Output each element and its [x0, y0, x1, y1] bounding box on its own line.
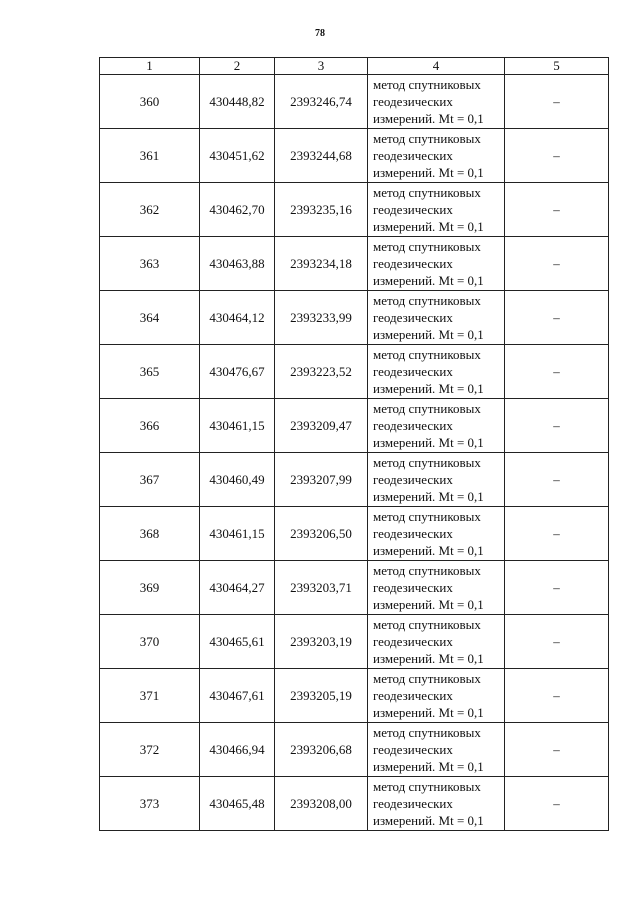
method-cell	[368, 75, 505, 129]
method-line-1: метод спутниковых	[373, 455, 481, 470]
method-line-3: измерений. Mt = 0,1	[373, 165, 484, 180]
point-number-cell: 368	[100, 507, 200, 561]
x-coordinate-cell: 430461,15	[200, 399, 275, 453]
y-coordinate-cell: 2393207,99	[275, 453, 368, 507]
note-cell: –	[505, 75, 609, 129]
header-col-5: 5	[505, 58, 609, 75]
point-number-cell: 361	[100, 129, 200, 183]
y-coordinate-cell: 2393203,71	[275, 561, 368, 615]
point-number-cell: 364	[100, 291, 200, 345]
method-line-1: метод спутниковых	[373, 77, 481, 92]
method-cell	[368, 129, 505, 183]
point-number-cell: 360	[100, 75, 200, 129]
x-coordinate-cell: 430461,15	[200, 507, 275, 561]
method-line-3: измерений. Mt = 0,1	[373, 759, 484, 774]
y-coordinate-cell: 2393244,68	[275, 129, 368, 183]
y-coordinate-cell: 2393203,19	[275, 615, 368, 669]
method-cell	[368, 507, 505, 561]
y-coordinate-cell: 2393208,00	[275, 777, 368, 831]
method-line-2: геодезических	[373, 472, 453, 487]
method-line-2: геодезических	[373, 580, 453, 595]
note-cell: –	[505, 561, 609, 615]
method-cell	[368, 399, 505, 453]
x-coordinate-cell: 430464,27	[200, 561, 275, 615]
point-number-cell: 365	[100, 345, 200, 399]
note-cell: –	[505, 183, 609, 237]
note-cell: –	[505, 291, 609, 345]
y-coordinate-cell: 2393223,52	[275, 345, 368, 399]
x-coordinate-cell: 430464,12	[200, 291, 275, 345]
point-number-cell: 372	[100, 723, 200, 777]
note-cell: –	[505, 237, 609, 291]
table-row	[100, 75, 609, 129]
page-number: 78	[315, 28, 325, 39]
method-line-1: метод спутниковых	[373, 185, 481, 200]
table-row	[100, 183, 609, 237]
x-coordinate-cell: 430467,61	[200, 669, 275, 723]
method-line-2: геодезических	[373, 94, 453, 109]
table-row	[100, 561, 609, 615]
y-coordinate-cell: 2393246,74	[275, 75, 368, 129]
method-cell	[368, 237, 505, 291]
method-line-3: измерений. Mt = 0,1	[373, 111, 484, 126]
note-cell: –	[505, 507, 609, 561]
point-number-cell: 373	[100, 777, 200, 831]
table-row	[100, 345, 609, 399]
point-number-cell: 363	[100, 237, 200, 291]
method-cell	[368, 453, 505, 507]
method-line-3: измерений. Mt = 0,1	[373, 489, 484, 504]
y-coordinate-cell: 2393206,50	[275, 507, 368, 561]
point-number-cell: 366	[100, 399, 200, 453]
method-line-3: измерений. Mt = 0,1	[373, 705, 484, 720]
note-cell: –	[505, 345, 609, 399]
method-line-1: метод спутниковых	[373, 725, 481, 740]
table-row	[100, 723, 609, 777]
x-coordinate-cell: 430463,88	[200, 237, 275, 291]
x-coordinate-cell: 430465,48	[200, 777, 275, 831]
method-cell	[368, 183, 505, 237]
method-line-2: геодезических	[373, 688, 453, 703]
x-coordinate-cell: 430476,67	[200, 345, 275, 399]
method-line-2: геодезических	[373, 148, 453, 163]
method-line-3: измерений. Mt = 0,1	[373, 597, 484, 612]
point-number-cell: 370	[100, 615, 200, 669]
method-line-3: измерений. Mt = 0,1	[373, 327, 484, 342]
method-cell	[368, 291, 505, 345]
method-line-3: измерений. Mt = 0,1	[373, 273, 484, 288]
point-number-cell: 362	[100, 183, 200, 237]
method-line-1: метод спутниковых	[373, 563, 481, 578]
x-coordinate-cell: 430451,62	[200, 129, 275, 183]
header-col-1: 1	[100, 58, 200, 75]
method-line-1: метод спутниковых	[373, 617, 481, 632]
x-coordinate-cell: 430460,49	[200, 453, 275, 507]
method-line-2: геодезических	[373, 364, 453, 379]
point-number-cell: 369	[100, 561, 200, 615]
method-cell	[368, 669, 505, 723]
table-row	[100, 669, 609, 723]
method-line-3: измерений. Mt = 0,1	[373, 651, 484, 666]
table-row	[100, 777, 609, 831]
table-row	[100, 399, 609, 453]
table-row	[100, 507, 609, 561]
note-cell: –	[505, 615, 609, 669]
method-line-1: метод спутниковых	[373, 131, 481, 146]
note-cell: –	[505, 399, 609, 453]
method-line-1: метод спутниковых	[373, 239, 481, 254]
method-line-2: геодезических	[373, 796, 453, 811]
y-coordinate-cell: 2393235,16	[275, 183, 368, 237]
method-line-2: геодезических	[373, 310, 453, 325]
method-line-1: метод спутниковых	[373, 671, 481, 686]
method-line-1: метод спутниковых	[373, 293, 481, 308]
method-line-2: геодезических	[373, 256, 453, 271]
header-col-3: 3	[275, 58, 368, 75]
method-line-2: геодезических	[373, 634, 453, 649]
note-cell: –	[505, 723, 609, 777]
note-cell: –	[505, 669, 609, 723]
header-col-2: 2	[200, 58, 275, 75]
y-coordinate-cell: 2393234,18	[275, 237, 368, 291]
method-line-2: геодезических	[373, 418, 453, 433]
y-coordinate-cell: 2393206,68	[275, 723, 368, 777]
table-row	[100, 615, 609, 669]
method-line-2: геодезических	[373, 742, 453, 757]
method-cell	[368, 561, 505, 615]
y-coordinate-cell: 2393209,47	[275, 399, 368, 453]
table-row	[100, 291, 609, 345]
x-coordinate-cell: 430448,82	[200, 75, 275, 129]
method-cell	[368, 615, 505, 669]
x-coordinate-cell: 430465,61	[200, 615, 275, 669]
method-line-3: измерений. Mt = 0,1	[373, 543, 484, 558]
method-cell	[368, 723, 505, 777]
method-line-2: геодезических	[373, 526, 453, 541]
table-row	[100, 129, 609, 183]
method-line-3: измерений. Mt = 0,1	[373, 813, 484, 828]
coordinates-table	[99, 57, 609, 831]
method-line-3: измерений. Mt = 0,1	[373, 381, 484, 396]
y-coordinate-cell: 2393233,99	[275, 291, 368, 345]
note-cell: –	[505, 129, 609, 183]
y-coordinate-cell: 2393205,19	[275, 669, 368, 723]
x-coordinate-cell: 430466,94	[200, 723, 275, 777]
method-line-1: метод спутниковых	[373, 779, 481, 794]
x-coordinate-cell: 430462,70	[200, 183, 275, 237]
method-line-1: метод спутниковых	[373, 509, 481, 524]
table-row	[100, 237, 609, 291]
table-header-row	[100, 58, 609, 75]
method-line-2: геодезических	[373, 202, 453, 217]
point-number-cell: 367	[100, 453, 200, 507]
method-line-3: измерений. Mt = 0,1	[373, 219, 484, 234]
method-line-3: измерений. Mt = 0,1	[373, 435, 484, 450]
method-line-1: метод спутниковых	[373, 401, 481, 416]
point-number-cell: 371	[100, 669, 200, 723]
header-col-4: 4	[368, 58, 505, 75]
method-cell	[368, 345, 505, 399]
method-cell	[368, 777, 505, 831]
method-line-1: метод спутниковых	[373, 347, 481, 362]
table-row	[100, 453, 609, 507]
note-cell: –	[505, 777, 609, 831]
note-cell: –	[505, 453, 609, 507]
